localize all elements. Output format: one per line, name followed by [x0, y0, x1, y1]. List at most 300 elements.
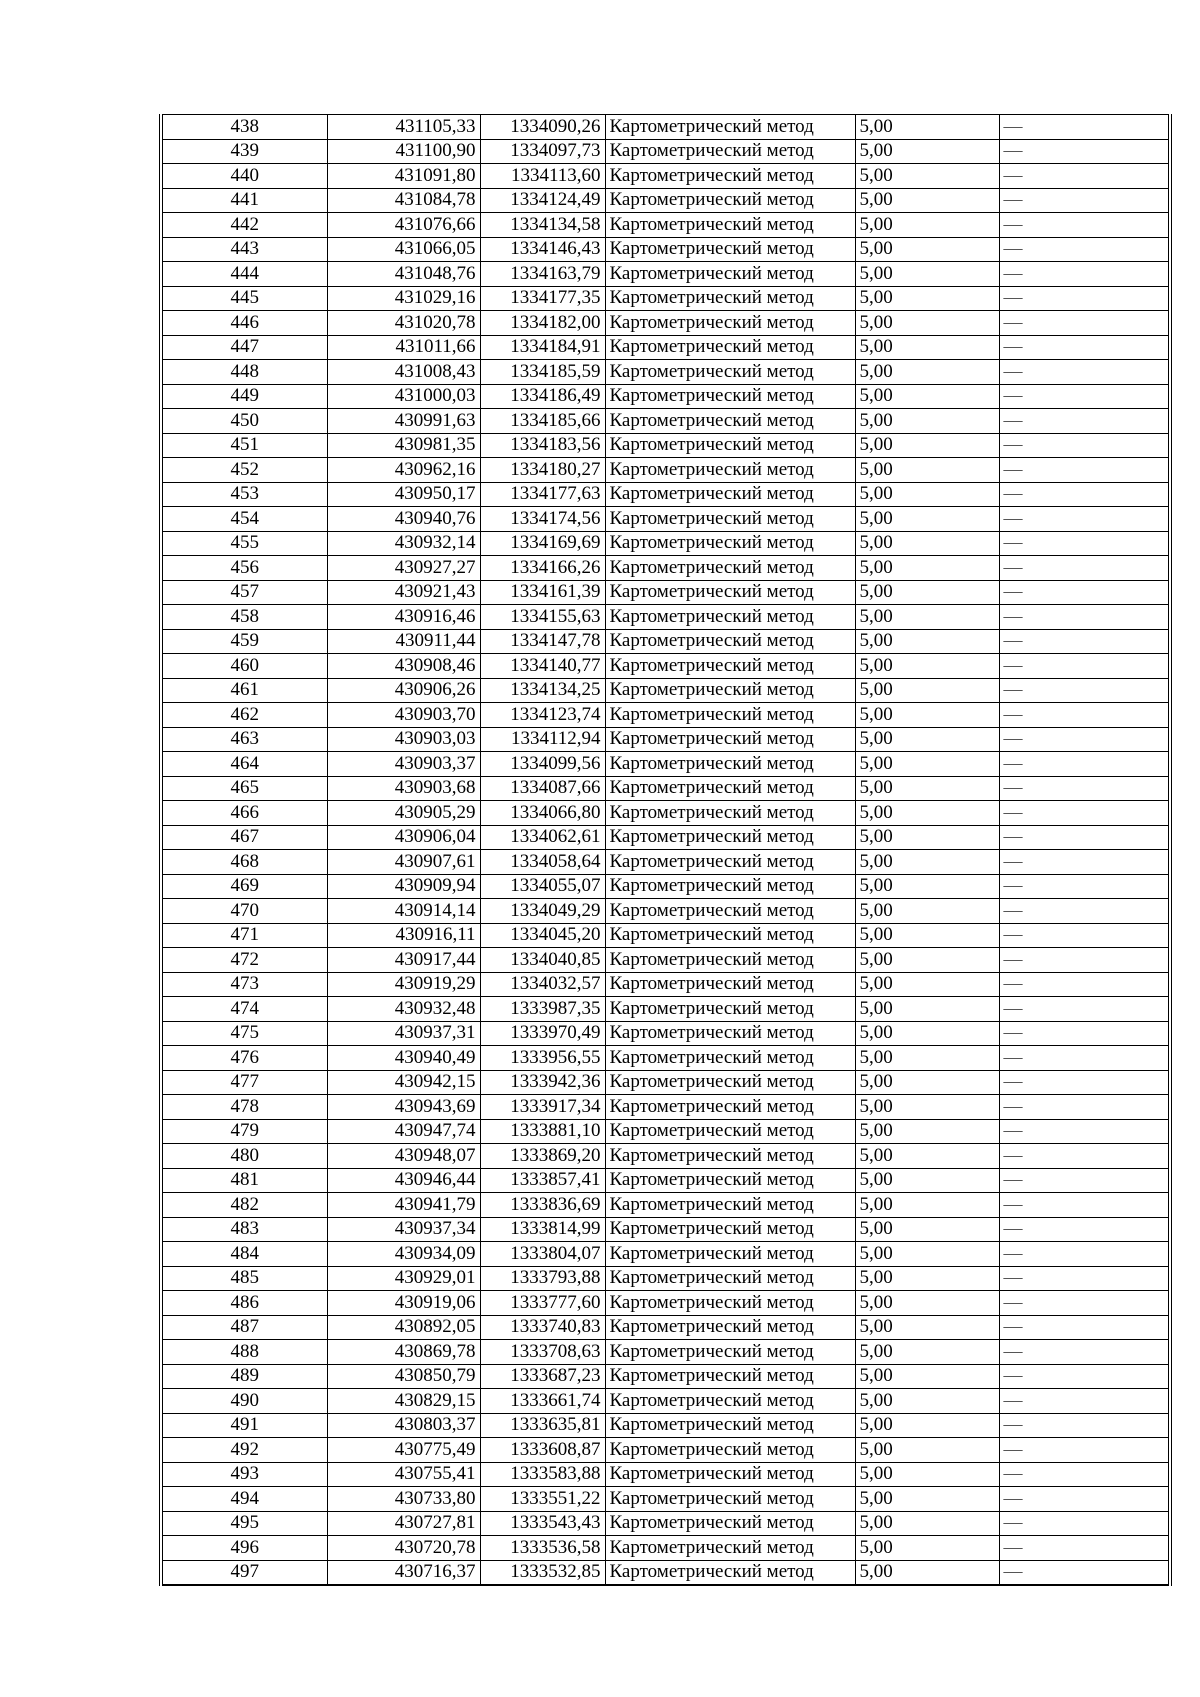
accuracy-cell: 5,00: [855, 384, 999, 409]
point-number-cell: 474: [161, 997, 327, 1022]
point-number-cell: 461: [161, 678, 327, 703]
point-number-cell: 438: [161, 115, 327, 140]
description-cell: —: [999, 262, 1170, 287]
point-number-cell: 469: [161, 874, 327, 899]
method-cell: Картометрический метод: [605, 972, 855, 997]
point-number-cell: 497: [161, 1560, 327, 1585]
y-coordinate-cell: 1333814,99: [480, 1217, 605, 1242]
table-row: [161, 1364, 1170, 1389]
point-number-cell: 452: [161, 458, 327, 483]
table-row: [161, 972, 1170, 997]
accuracy-cell: 5,00: [855, 115, 999, 140]
x-coordinate-cell: 430869,78: [327, 1340, 480, 1365]
y-coordinate-cell: 1333881,10: [480, 1119, 605, 1144]
table-row: [161, 188, 1170, 213]
method-cell: Картометрический метод: [605, 874, 855, 899]
accuracy-cell: 5,00: [855, 678, 999, 703]
accuracy-cell: 5,00: [855, 1021, 999, 1046]
x-coordinate-cell: 430716,37: [327, 1560, 480, 1585]
y-coordinate-cell: 1333970,49: [480, 1021, 605, 1046]
point-number-cell: 459: [161, 629, 327, 654]
x-coordinate-cell: 431020,78: [327, 311, 480, 336]
table-row: [161, 801, 1170, 826]
description-cell: —: [999, 1340, 1170, 1365]
x-coordinate-cell: 430991,63: [327, 409, 480, 434]
point-number-cell: 450: [161, 409, 327, 434]
y-coordinate-cell: 1334066,80: [480, 801, 605, 826]
description-cell: —: [999, 580, 1170, 605]
x-coordinate-cell: 430903,70: [327, 703, 480, 728]
method-cell: Картометрический метод: [605, 1119, 855, 1144]
x-coordinate-cell: 430727,81: [327, 1511, 480, 1536]
description-cell: —: [999, 1144, 1170, 1169]
table-row: [161, 1119, 1170, 1144]
description-cell: —: [999, 531, 1170, 556]
table-row: [161, 311, 1170, 336]
table-row: [161, 1217, 1170, 1242]
accuracy-cell: 5,00: [855, 1487, 999, 1512]
description-cell: —: [999, 629, 1170, 654]
y-coordinate-cell: 1334161,39: [480, 580, 605, 605]
point-number-cell: 444: [161, 262, 327, 287]
table-row: [161, 1340, 1170, 1365]
accuracy-cell: 5,00: [855, 1193, 999, 1218]
method-cell: Картометрический метод: [605, 605, 855, 630]
table-row: [161, 850, 1170, 875]
description-cell: —: [999, 972, 1170, 997]
point-number-cell: 478: [161, 1095, 327, 1120]
y-coordinate-cell: 1334032,57: [480, 972, 605, 997]
table-row: [161, 923, 1170, 948]
accuracy-cell: 5,00: [855, 335, 999, 360]
x-coordinate-cell: 430909,94: [327, 874, 480, 899]
method-cell: Картометрический метод: [605, 1438, 855, 1463]
description-cell: —: [999, 556, 1170, 581]
x-coordinate-cell: 430829,15: [327, 1389, 480, 1414]
method-cell: Картометрический метод: [605, 409, 855, 434]
point-number-cell: 448: [161, 360, 327, 385]
table-row: [161, 1560, 1170, 1585]
point-number-cell: 486: [161, 1291, 327, 1316]
table-row: [161, 703, 1170, 728]
x-coordinate-cell: 430892,05: [327, 1315, 480, 1340]
y-coordinate-cell: 1333543,43: [480, 1511, 605, 1536]
method-cell: Картометрический метод: [605, 1046, 855, 1071]
accuracy-cell: 5,00: [855, 1217, 999, 1242]
description-cell: —: [999, 213, 1170, 238]
accuracy-cell: 5,00: [855, 874, 999, 899]
method-cell: Картометрический метод: [605, 703, 855, 728]
point-number-cell: 451: [161, 433, 327, 458]
table-row: [161, 507, 1170, 532]
accuracy-cell: 5,00: [855, 1560, 999, 1585]
table-row: [161, 605, 1170, 630]
y-coordinate-cell: 1334099,56: [480, 752, 605, 777]
x-coordinate-cell: 430906,26: [327, 678, 480, 703]
description-cell: —: [999, 874, 1170, 899]
y-coordinate-cell: 1333942,36: [480, 1070, 605, 1095]
point-number-cell: 439: [161, 139, 327, 164]
x-coordinate-cell: 430937,34: [327, 1217, 480, 1242]
point-number-cell: 449: [161, 384, 327, 409]
description-cell: —: [999, 752, 1170, 777]
x-coordinate-cell: 431100,90: [327, 139, 480, 164]
y-coordinate-cell: 1334134,25: [480, 678, 605, 703]
point-number-cell: 467: [161, 825, 327, 850]
x-coordinate-cell: 430929,01: [327, 1266, 480, 1291]
point-number-cell: 465: [161, 776, 327, 801]
method-cell: Картометрический метод: [605, 384, 855, 409]
y-coordinate-cell: 1333777,60: [480, 1291, 605, 1316]
description-cell: —: [999, 727, 1170, 752]
accuracy-cell: 5,00: [855, 1536, 999, 1561]
description-cell: —: [999, 850, 1170, 875]
method-cell: Картометрический метод: [605, 1462, 855, 1487]
point-number-cell: 475: [161, 1021, 327, 1046]
accuracy-cell: 5,00: [855, 556, 999, 581]
table-row: [161, 1021, 1170, 1046]
y-coordinate-cell: 1334146,43: [480, 237, 605, 262]
table-row: [161, 482, 1170, 507]
method-cell: Картометрический метод: [605, 678, 855, 703]
accuracy-cell: 5,00: [855, 409, 999, 434]
y-coordinate-cell: 1334123,74: [480, 703, 605, 728]
description-cell: —: [999, 1511, 1170, 1536]
accuracy-cell: 5,00: [855, 1291, 999, 1316]
y-coordinate-cell: 1334124,49: [480, 188, 605, 213]
accuracy-cell: 5,00: [855, 458, 999, 483]
point-number-cell: 482: [161, 1193, 327, 1218]
table-row: [161, 360, 1170, 385]
description-cell: —: [999, 164, 1170, 189]
description-cell: —: [999, 311, 1170, 336]
y-coordinate-cell: 1334185,66: [480, 409, 605, 434]
accuracy-cell: 5,00: [855, 1266, 999, 1291]
point-number-cell: 453: [161, 482, 327, 507]
method-cell: Картометрический метод: [605, 507, 855, 532]
description-cell: —: [999, 1315, 1170, 1340]
description-cell: —: [999, 997, 1170, 1022]
accuracy-cell: 5,00: [855, 262, 999, 287]
table-row: [161, 1046, 1170, 1071]
table-row: [161, 286, 1170, 311]
accuracy-cell: 5,00: [855, 1413, 999, 1438]
table-row: [161, 262, 1170, 287]
y-coordinate-cell: 1333532,85: [480, 1560, 605, 1585]
point-number-cell: 492: [161, 1438, 327, 1463]
coordinates-table: [159, 114, 1172, 1586]
description-cell: —: [999, 1462, 1170, 1487]
coordinates-table-body: [161, 115, 1170, 1586]
accuracy-cell: 5,00: [855, 1119, 999, 1144]
point-number-cell: 470: [161, 899, 327, 924]
y-coordinate-cell: 1334147,78: [480, 629, 605, 654]
point-number-cell: 488: [161, 1340, 327, 1365]
description-cell: —: [999, 948, 1170, 973]
method-cell: Картометрический метод: [605, 237, 855, 262]
x-coordinate-cell: 430934,09: [327, 1242, 480, 1267]
method-cell: Картометрический метод: [605, 1315, 855, 1340]
method-cell: Картометрический метод: [605, 801, 855, 826]
y-coordinate-cell: 1334185,59: [480, 360, 605, 385]
method-cell: Картометрический метод: [605, 948, 855, 973]
point-number-cell: 479: [161, 1119, 327, 1144]
table-row: [161, 825, 1170, 850]
x-coordinate-cell: 430903,37: [327, 752, 480, 777]
table-row: [161, 556, 1170, 581]
method-cell: Картометрический метод: [605, 482, 855, 507]
y-coordinate-cell: 1334112,94: [480, 727, 605, 752]
method-cell: Картометрический метод: [605, 1193, 855, 1218]
point-number-cell: 457: [161, 580, 327, 605]
x-coordinate-cell: 431008,43: [327, 360, 480, 385]
x-coordinate-cell: 430916,11: [327, 923, 480, 948]
table-row: [161, 580, 1170, 605]
accuracy-cell: 5,00: [855, 825, 999, 850]
point-number-cell: 473: [161, 972, 327, 997]
y-coordinate-cell: 1334097,73: [480, 139, 605, 164]
description-cell: —: [999, 115, 1170, 140]
x-coordinate-cell: 431029,16: [327, 286, 480, 311]
table-row: [161, 458, 1170, 483]
point-number-cell: 477: [161, 1070, 327, 1095]
table-row: [161, 1168, 1170, 1193]
point-number-cell: 487: [161, 1315, 327, 1340]
x-coordinate-cell: 430733,80: [327, 1487, 480, 1512]
description-cell: —: [999, 139, 1170, 164]
description-cell: —: [999, 899, 1170, 924]
accuracy-cell: 5,00: [855, 580, 999, 605]
method-cell: Картометрический метод: [605, 727, 855, 752]
table-row: [161, 948, 1170, 973]
table-row: [161, 531, 1170, 556]
table-row: [161, 727, 1170, 752]
accuracy-cell: 5,00: [855, 972, 999, 997]
y-coordinate-cell: 1334045,20: [480, 923, 605, 948]
accuracy-cell: 5,00: [855, 531, 999, 556]
y-coordinate-cell: 1334180,27: [480, 458, 605, 483]
accuracy-cell: 5,00: [855, 1168, 999, 1193]
y-coordinate-cell: 1334182,00: [480, 311, 605, 336]
point-number-cell: 481: [161, 1168, 327, 1193]
description-cell: —: [999, 1364, 1170, 1389]
y-coordinate-cell: 1333857,41: [480, 1168, 605, 1193]
point-number-cell: 491: [161, 1413, 327, 1438]
x-coordinate-cell: 431105,33: [327, 115, 480, 140]
accuracy-cell: 5,00: [855, 1242, 999, 1267]
y-coordinate-cell: 1334055,07: [480, 874, 605, 899]
accuracy-cell: 5,00: [855, 164, 999, 189]
x-coordinate-cell: 430911,44: [327, 629, 480, 654]
x-coordinate-cell: 431048,76: [327, 262, 480, 287]
accuracy-cell: 5,00: [855, 752, 999, 777]
method-cell: Картометрический метод: [605, 1144, 855, 1169]
table-row: [161, 1070, 1170, 1095]
y-coordinate-cell: 1333869,20: [480, 1144, 605, 1169]
method-cell: Картометрический метод: [605, 776, 855, 801]
description-cell: —: [999, 678, 1170, 703]
description-cell: —: [999, 1070, 1170, 1095]
x-coordinate-cell: 430908,46: [327, 654, 480, 679]
description-cell: —: [999, 237, 1170, 262]
description-cell: —: [999, 776, 1170, 801]
method-cell: Картометрический метод: [605, 850, 855, 875]
point-number-cell: 489: [161, 1364, 327, 1389]
x-coordinate-cell: 430905,29: [327, 801, 480, 826]
point-number-cell: 456: [161, 556, 327, 581]
description-cell: —: [999, 1389, 1170, 1414]
description-cell: —: [999, 654, 1170, 679]
x-coordinate-cell: 430775,49: [327, 1438, 480, 1463]
y-coordinate-cell: 1334062,61: [480, 825, 605, 850]
table-row: [161, 115, 1170, 140]
accuracy-cell: 5,00: [855, 188, 999, 213]
description-cell: —: [999, 1193, 1170, 1218]
point-number-cell: 495: [161, 1511, 327, 1536]
y-coordinate-cell: 1334040,85: [480, 948, 605, 973]
accuracy-cell: 5,00: [855, 1070, 999, 1095]
point-number-cell: 493: [161, 1462, 327, 1487]
method-cell: Картометрический метод: [605, 923, 855, 948]
method-cell: Картометрический метод: [605, 997, 855, 1022]
description-cell: —: [999, 605, 1170, 630]
x-coordinate-cell: 431000,03: [327, 384, 480, 409]
x-coordinate-cell: 430962,16: [327, 458, 480, 483]
accuracy-cell: 5,00: [855, 311, 999, 336]
accuracy-cell: 5,00: [855, 997, 999, 1022]
y-coordinate-cell: 1333740,83: [480, 1315, 605, 1340]
description-cell: —: [999, 1021, 1170, 1046]
point-number-cell: 443: [161, 237, 327, 262]
table-row: [161, 1242, 1170, 1267]
table-row: [161, 1095, 1170, 1120]
method-cell: Картометрический метод: [605, 335, 855, 360]
accuracy-cell: 5,00: [855, 727, 999, 752]
accuracy-cell: 5,00: [855, 139, 999, 164]
x-coordinate-cell: 430914,14: [327, 899, 480, 924]
accuracy-cell: 5,00: [855, 507, 999, 532]
y-coordinate-cell: 1333583,88: [480, 1462, 605, 1487]
point-number-cell: 463: [161, 727, 327, 752]
x-coordinate-cell: 430942,15: [327, 1070, 480, 1095]
table-row: [161, 776, 1170, 801]
method-cell: Картометрический метод: [605, 139, 855, 164]
description-cell: —: [999, 1168, 1170, 1193]
x-coordinate-cell: 431084,78: [327, 188, 480, 213]
description-cell: —: [999, 1095, 1170, 1120]
method-cell: Картометрический метод: [605, 164, 855, 189]
method-cell: Картометрический метод: [605, 1487, 855, 1512]
accuracy-cell: 5,00: [855, 801, 999, 826]
y-coordinate-cell: 1334058,64: [480, 850, 605, 875]
method-cell: Картометрический метод: [605, 360, 855, 385]
method-cell: Картометрический метод: [605, 213, 855, 238]
description-cell: —: [999, 384, 1170, 409]
y-coordinate-cell: 1333708,63: [480, 1340, 605, 1365]
point-number-cell: 466: [161, 801, 327, 826]
accuracy-cell: 5,00: [855, 237, 999, 262]
table-row: [161, 384, 1170, 409]
y-coordinate-cell: 1334166,26: [480, 556, 605, 581]
point-number-cell: 484: [161, 1242, 327, 1267]
description-cell: —: [999, 703, 1170, 728]
point-number-cell: 441: [161, 188, 327, 213]
x-coordinate-cell: 431076,66: [327, 213, 480, 238]
method-cell: Картометрический метод: [605, 1536, 855, 1561]
x-coordinate-cell: 430906,04: [327, 825, 480, 850]
description-cell: —: [999, 1291, 1170, 1316]
y-coordinate-cell: 1333687,23: [480, 1364, 605, 1389]
accuracy-cell: 5,00: [855, 360, 999, 385]
table-row: [161, 237, 1170, 262]
description-cell: —: [999, 1560, 1170, 1585]
y-coordinate-cell: 1333536,58: [480, 1536, 605, 1561]
point-number-cell: 454: [161, 507, 327, 532]
description-cell: —: [999, 188, 1170, 213]
table-row: [161, 1462, 1170, 1487]
method-cell: Картометрический метод: [605, 1291, 855, 1316]
x-coordinate-cell: 430940,76: [327, 507, 480, 532]
x-coordinate-cell: 430937,31: [327, 1021, 480, 1046]
accuracy-cell: 5,00: [855, 629, 999, 654]
accuracy-cell: 5,00: [855, 1046, 999, 1071]
x-coordinate-cell: 430907,61: [327, 850, 480, 875]
table-row: [161, 433, 1170, 458]
method-cell: Картометрический метод: [605, 1242, 855, 1267]
table-row: [161, 1315, 1170, 1340]
y-coordinate-cell: 1333917,34: [480, 1095, 605, 1120]
description-cell: —: [999, 360, 1170, 385]
table-row: [161, 654, 1170, 679]
point-number-cell: 496: [161, 1536, 327, 1561]
table-row: [161, 874, 1170, 899]
point-number-cell: 476: [161, 1046, 327, 1071]
accuracy-cell: 5,00: [855, 1511, 999, 1536]
accuracy-cell: 5,00: [855, 605, 999, 630]
description-cell: —: [999, 1046, 1170, 1071]
x-coordinate-cell: 431011,66: [327, 335, 480, 360]
description-cell: —: [999, 1413, 1170, 1438]
description-cell: —: [999, 458, 1170, 483]
point-number-cell: 494: [161, 1487, 327, 1512]
y-coordinate-cell: 1334155,63: [480, 605, 605, 630]
y-coordinate-cell: 1334177,63: [480, 482, 605, 507]
point-number-cell: 460: [161, 654, 327, 679]
point-number-cell: 490: [161, 1389, 327, 1414]
accuracy-cell: 5,00: [855, 1438, 999, 1463]
table-row: [161, 1144, 1170, 1169]
table-row: [161, 409, 1170, 434]
x-coordinate-cell: 430946,44: [327, 1168, 480, 1193]
point-number-cell: 464: [161, 752, 327, 777]
x-coordinate-cell: 430940,49: [327, 1046, 480, 1071]
table-row: [161, 1413, 1170, 1438]
table-row: [161, 1438, 1170, 1463]
method-cell: Картометрический метод: [605, 1095, 855, 1120]
method-cell: Картометрический метод: [605, 1413, 855, 1438]
point-number-cell: 462: [161, 703, 327, 728]
x-coordinate-cell: 430921,43: [327, 580, 480, 605]
y-coordinate-cell: 1334134,58: [480, 213, 605, 238]
accuracy-cell: 5,00: [855, 482, 999, 507]
description-cell: —: [999, 1242, 1170, 1267]
x-coordinate-cell: 430919,29: [327, 972, 480, 997]
point-number-cell: 458: [161, 605, 327, 630]
point-number-cell: 485: [161, 1266, 327, 1291]
accuracy-cell: 5,00: [855, 1462, 999, 1487]
accuracy-cell: 5,00: [855, 703, 999, 728]
y-coordinate-cell: 1333793,88: [480, 1266, 605, 1291]
